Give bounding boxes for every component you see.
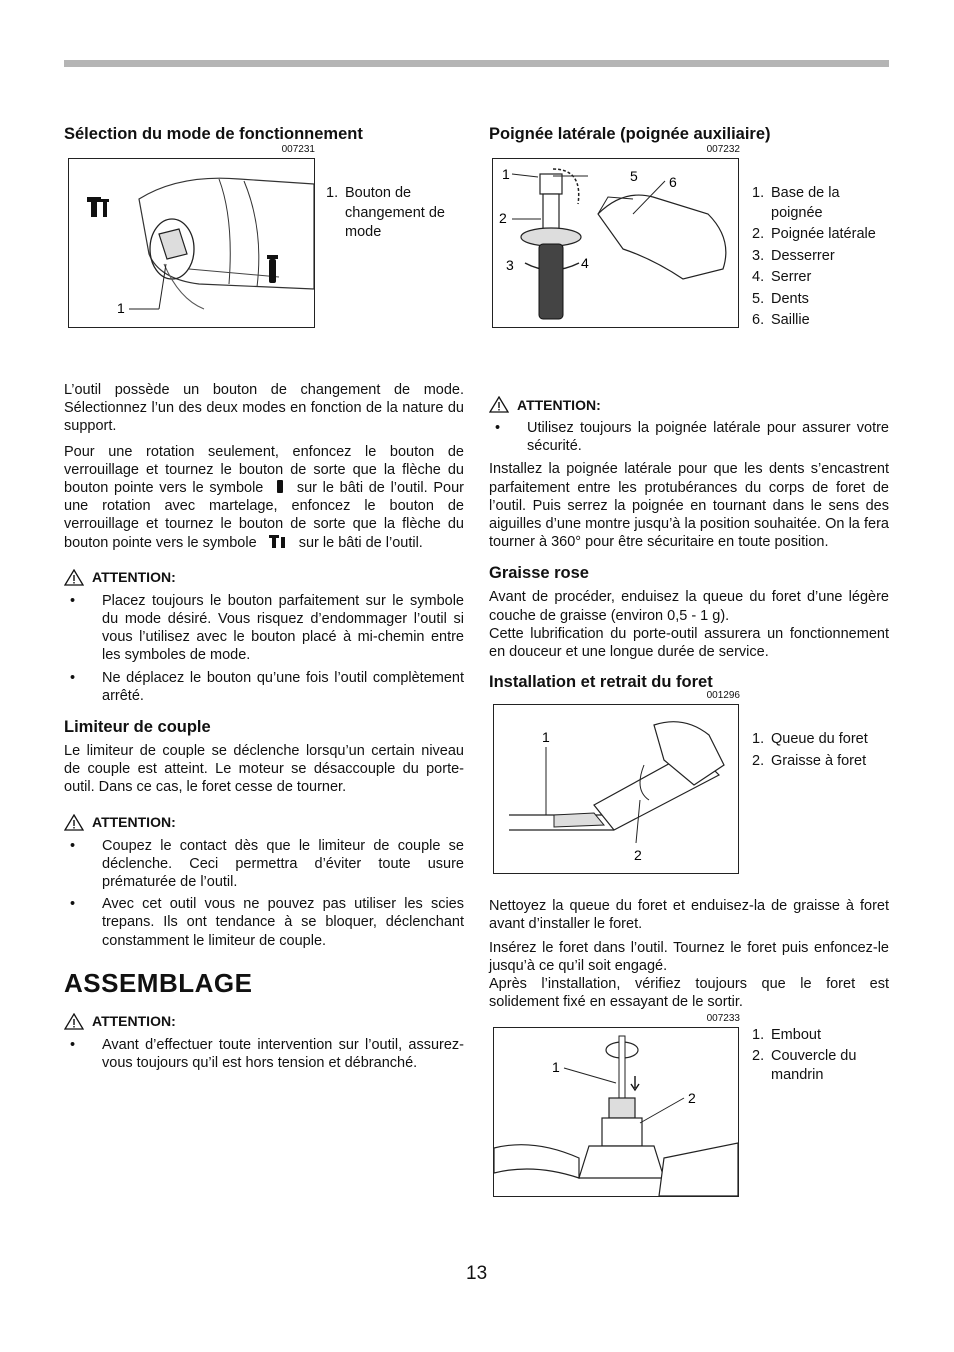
callout-4: 4 [581, 255, 589, 271]
bullet-item: • Ne déplacez le bouton qu’une fois l’outil complètement arrêté. [70, 669, 464, 704]
figure-code: 001296 [706, 690, 740, 702]
attention-heading: ATTENTION: [64, 1013, 464, 1030]
legend-item: 1. Base de la poignée [752, 185, 840, 221]
attention-heading: ATTENTION: [489, 396, 889, 413]
warning-icon [489, 396, 509, 413]
warning-icon [64, 1013, 84, 1030]
legend-item: 1. Embout [752, 1027, 821, 1044]
side-grip-illustration [493, 159, 738, 327]
legend-item: 1. Bouton de changement de mode [326, 185, 445, 240]
callout-1: 1 [117, 300, 125, 316]
section-title-install: Installation et retrait du foret [489, 673, 713, 692]
figure-image [493, 704, 739, 874]
warning-icon [64, 569, 84, 586]
figure-side-grip [489, 144, 889, 354]
bit-chuck-illustration [494, 1028, 738, 1196]
paragraph: Insérez le foret dans l’outil. Tournez le foret puis enfoncez-le jusqu’à ce qu’il soit engagé. [489, 939, 889, 974]
section-title-torque: Limiteur de couple [64, 718, 211, 737]
figure-bit-shank [489, 692, 889, 897]
callout-2: 2 [499, 210, 507, 226]
legend-item: 4. Serrer [752, 269, 812, 285]
section-title-mode: Sélection du mode de fonctionnement [64, 125, 363, 143]
section-title-assembly: ASSEMBLAGE [64, 967, 253, 998]
legend-item: 2. Graisse à foret [752, 752, 867, 769]
hammer-drill-symbol-icon [269, 535, 287, 548]
section-title-grease: Graisse rose [489, 564, 589, 583]
figure-bit-insert [489, 1011, 889, 1201]
paragraph: Le limiteur de couple se déclenche lorsqu’un certain niveau de couple est atteint. Le moteur se désaccouple du porte-outil. Dans ce cas, le foret cesse de tourner. [64, 743, 464, 796]
bullet-item: • Coupez le contact dès que le limiteur de couple se déclenche. Ceci permettra d’éviter toute usure prématurée de l’outil. [70, 837, 464, 891]
hammer-drill-mode-illustration [69, 159, 314, 327]
bullet-item: • Utilisez toujours la poignée latérale pour assurer votre sécurité. [495, 420, 889, 455]
figure-image [493, 1027, 739, 1197]
legend-item: 1. Queue du foret [752, 731, 868, 748]
figure-code: 007232 [706, 144, 740, 155]
section-title-grip: Poignée latérale (poignée auxiliaire) [489, 125, 771, 143]
legend-item: 2. Poignée latérale [752, 226, 876, 242]
header-rule [64, 60, 889, 67]
callout-6: 6 [669, 174, 677, 190]
legend-item: 5. Dents [752, 290, 809, 307]
attention-heading: ATTENTION: [64, 569, 464, 586]
bullet-item: • Placez toujours le bouton parfaitement sur le symbole du mode désiré. Vous risquez d’endommager l’outil si vous l’utilisez avec le bouton placé à mi-chemin entre les symboles de mode. [70, 592, 464, 664]
left-column [64, 124, 464, 1072]
figure-code: 007233 [706, 1013, 740, 1025]
attention-heading: ATTENTION: [64, 814, 464, 831]
bullet-item: • Avant d’effectuer toute intervention sur l’outil, assurez-vous toujours qu’il est hors tension et débranché. [70, 1036, 464, 1072]
paragraph: Cette lubrification du porte-outil assurera un fonctionnement en douceur et une longue durée de service. [489, 625, 889, 661]
figure-mode-selection [64, 144, 464, 354]
callout-1: 1 [542, 729, 550, 746]
warning-icon [64, 814, 84, 831]
right-column [489, 124, 889, 1201]
figure-image [68, 158, 315, 328]
paragraph: Après l’installation, vérifiez toujours que le foret est solidement fixé en essayant de le sortir. [489, 976, 889, 1011]
callout-5: 5 [630, 168, 638, 184]
paragraph: Avant de procéder, enduisez la queue du foret d’une légère couche de graisse (environ 0,5 - 1 g). [489, 589, 889, 624]
figure-image [492, 158, 739, 328]
legend-item: 3. Desserrer [752, 247, 835, 264]
figure-code: 007231 [281, 144, 315, 155]
callout-3: 3 [506, 257, 514, 273]
callout-1: 1 [502, 166, 510, 182]
paragraph: L’outil possède un bouton de changement de mode. Sélectionnez l’un des deux modes en fonction de la nature du support. [64, 382, 464, 435]
figure-legend [752, 730, 892, 771]
bullet-item: • Avec cet outil vous ne pouvez pas utiliser les scies trepans. Ils ont tendance à se bloquer, déclenchant constamment le limiteur de couple. [70, 896, 464, 949]
paragraph-rotation: Pour une rotation seulement, enfoncez le bouton de verrouillage et tournez le bouton de sorte que la flèche du bouton pointe vers le symbole sur le bâti de l’outil. Pour une rotation avec martelage, enfoncez le bouton de verrouillage et tournez le bouton de sorte que la flèche du bouton pointe vers le symbole sur le bâti de l’outil. [64, 443, 465, 551]
legend-item: 2. Couvercle du mandrin [752, 1047, 857, 1084]
figure-legend [752, 184, 892, 331]
drill-symbol-icon [277, 480, 283, 493]
page-number: 13 [466, 1263, 488, 1284]
figure-legend [326, 184, 466, 243]
legend-item: 6. Saillie [752, 312, 810, 328]
figure-legend [752, 1026, 892, 1086]
callout-1: 1 [552, 1059, 560, 1076]
callout-2: 2 [634, 847, 642, 864]
paragraph: Installez la poignée latérale pour que les dents s’encastrent parfaitement entre les protubérances du corps de foret de l’outil. Puis serrez la poignée en tournant dans le sens des aiguilles d’une montre jusqu’à la position souhaitée. On la fera tourner à 360° pour être sécuritaire en toute position. [489, 461, 889, 551]
paragraph: Nettoyez la queue du foret et enduisez-la de graisse à foret avant d’installer le foret. [489, 898, 889, 933]
bit-greasing-illustration [494, 705, 738, 873]
callout-2: 2 [688, 1090, 696, 1107]
